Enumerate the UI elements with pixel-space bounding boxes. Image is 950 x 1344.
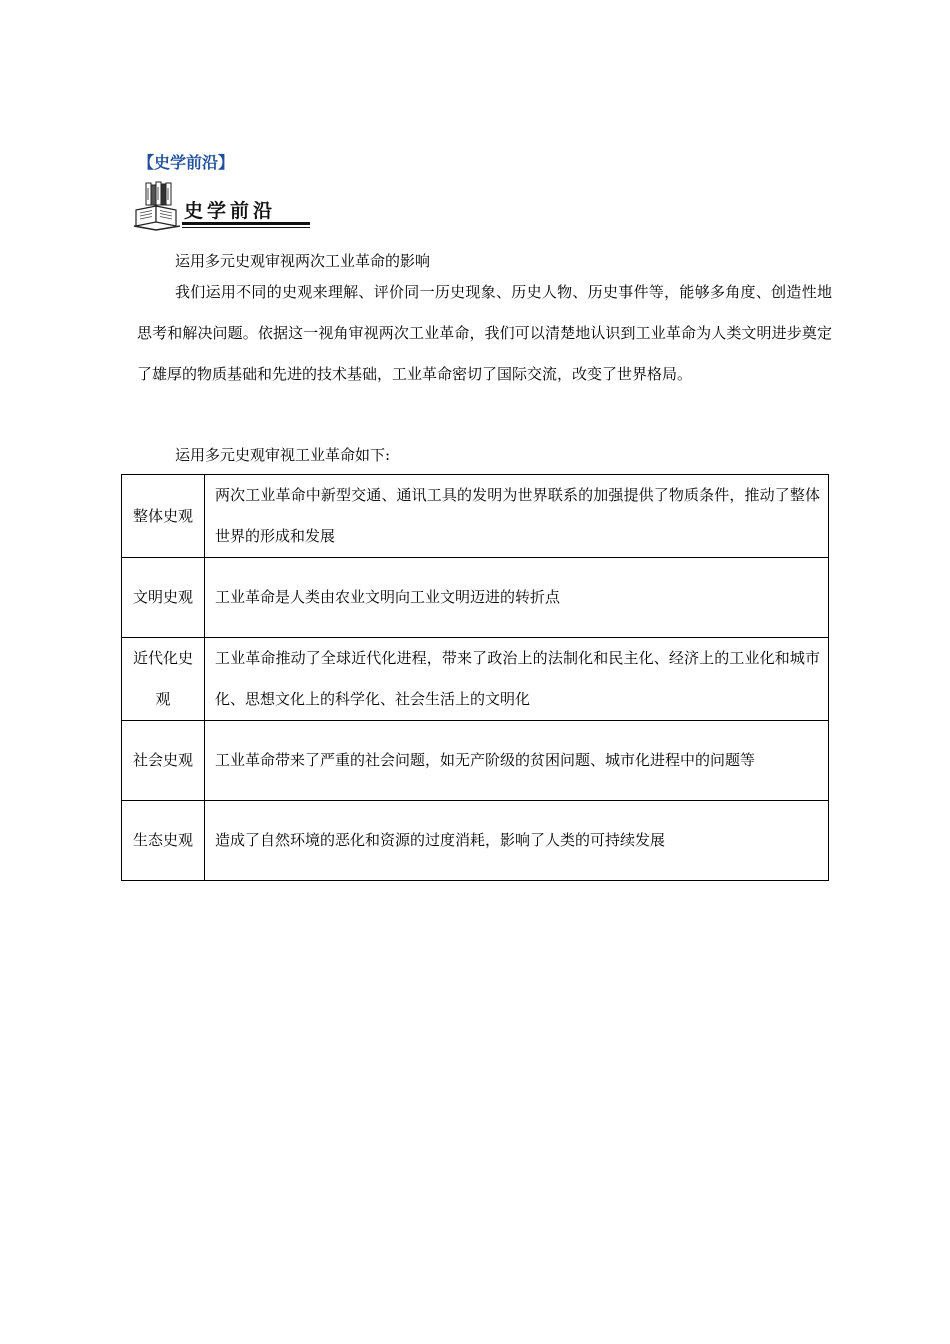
banner-underline <box>182 222 310 225</box>
table-intro: 运用多元史观审视工业革命如下: <box>175 446 391 464</box>
banner-underline-thin <box>182 227 310 228</box>
article-title: 运用多元史观审视两次工业革命的影响 <box>175 252 431 270</box>
section-banner <box>132 180 312 232</box>
view-description: 造成了自然环境的恶化和资源的过度消耗，影响了人类的可持续发展 <box>205 801 829 881</box>
view-term: 文明史观 <box>122 558 205 638</box>
table-row <box>122 801 829 881</box>
view-description: 两次工业革命中新型交通、通讯工具的发明为世界联系的加强提供了物质条件，推动了整体世界的形成和发展 <box>205 475 829 558</box>
view-description: 工业革命推动了全球近代化进程，带来了政治上的法制化和民主化、经济上的工业化和城市化、思想文化上的科学化、社会生活上的文明化 <box>205 638 829 721</box>
books-icon <box>132 180 184 232</box>
table-row <box>122 475 829 558</box>
table-row <box>122 558 829 638</box>
banner-title: 史学前沿 <box>184 200 277 222</box>
table-row <box>122 721 829 801</box>
view-term: 生态史观 <box>122 801 205 881</box>
view-description: 工业革命是人类由农业文明向工业文明迈进的转折点 <box>205 558 829 638</box>
view-term: 近代化史观 <box>122 638 205 721</box>
view-term: 社会史观 <box>122 721 205 801</box>
section-tag: 【史学前沿】 <box>138 153 235 172</box>
table-row <box>122 638 829 721</box>
view-description: 工业革命带来了严重的社会问题，如无产阶级的贫困问题、城市化进程中的问题等 <box>205 721 829 801</box>
historical-views-table <box>121 474 829 881</box>
body-paragraph: 我们运用不同的史观来理解、评价同一历史现象、历史人物、历史事件等，能够多角度、创造性地思考和解决问题。依据这一视角审视两次工业革命，我们可以清楚地认识到工业革命为人类文明进步奠定了雄厚的物质基础和先进的技术基础，工业革命密切了国际交流，改变了世界格局。 <box>137 283 832 383</box>
view-term: 整体史观 <box>122 475 205 558</box>
